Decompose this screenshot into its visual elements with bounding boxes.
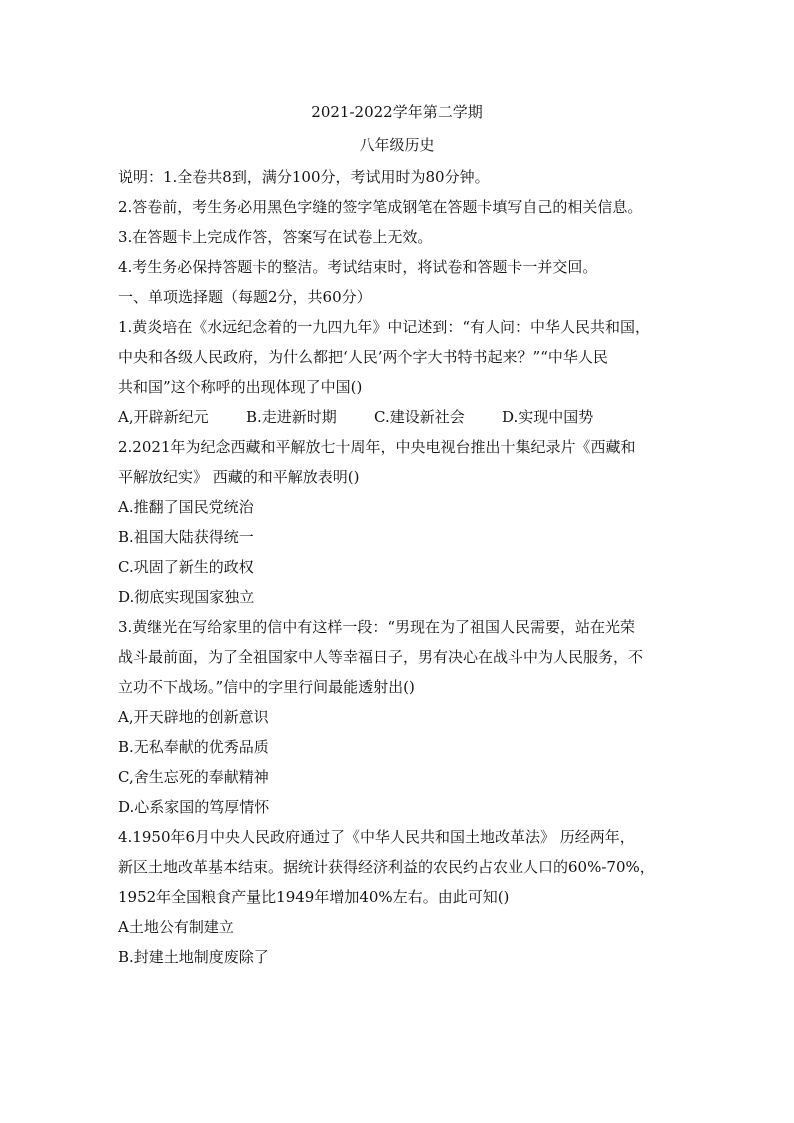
question-3-option-d: D.心系家国的笃厚情怀 [118,798,270,816]
question-2-option-c: C.巩固了新生的政权 [118,558,254,576]
instruction-line: 2.答卷前，考生务必用黑色字缝的签字笔成钢笔在答题卡填写自己的相关信息。 [118,198,643,216]
question-1-option-c: C.建设新社会 [374,408,465,426]
question-4-text: 新区土地改革基本结束。据统计获得经济利益的农民约占农业人口的60%-70%， [118,858,655,876]
question-1-text: 共和国”这个称呼的出现体现了中国() [118,378,363,396]
question-2-text: 平解放纪实》 西藏的和平解放表明() [118,468,360,486]
question-3-text: 立功不下战场。”信中的字里行间最能透射出() [118,678,415,696]
question-3-text: 3.黄继光在写给家里的信中有这样一段：“男现在为了祖国人民需要，站在光荣 [118,618,635,636]
exam-content [118,162,680,972]
instruction-line: 3.在答题卡上完成作答，答案写在试卷上无效。 [118,228,433,246]
question-3-option-a: A,开天辟地的创新意识 [118,708,269,726]
instruction-line: 4.考生务必保持答题卡的整洁。考试结束时，将试卷和答题卡一并交回。 [118,258,598,276]
question-1-text: 中央和各级人民政府，为什么都把‘人民’两个字大书特书起来？”“中华人民 [118,348,608,366]
question-3-option-b: B.无私奉献的优秀品质 [118,738,269,756]
question-1-option-b: B.走进新时期 [246,408,337,426]
question-4-option-b: B.封建土地制度废除了 [118,948,269,966]
exam-subject-title: 八年级历史 [359,136,435,154]
question-1-option-a: A,开辟新纪元 [118,408,209,426]
question-4-text: 1952年全国粮食产量比1949年增加40%左右。由此可知() [118,888,510,906]
question-1-option-d: D.实现中国势 [502,408,594,426]
question-4-text: 4.1950年6月中央人民政府通过了《中华人民共和国土地改革法》 历经两年， [118,828,635,846]
question-1-options [118,402,680,432]
question-1-text: 1.黄炎培在《水远纪念着的一九四九年》中记述到：“有人问：中华人民共和国， [118,318,650,336]
exam-term-title: 2021-2022学年第二学期 [311,103,483,121]
question-2-option-a: A.推翻了国民党统治 [118,498,254,516]
question-2-text: 2.2021年为纪念西藏和平解放七十周年，中央电视台推出十集纪录片《西藏和 [118,438,636,456]
instruction-line: 说明：1.全卷共8到，满分100分，考试用时为80分钟。 [118,168,490,186]
question-3-text: 战斗最前面，为了全祖国家中人等幸福日子，男有决心在战斗中为人民服务，不 [118,648,644,666]
question-2-option-b: B.祖国大陆获得统一 [118,528,254,546]
section-title: 一、单项选择题（每题2分，共60分） [118,288,372,306]
question-3-option-c: C,舍生忘死的奉献精神 [118,768,269,786]
question-4-option-a: A土地公有制建立 [118,918,234,936]
question-2-option-d: D.彻底实现国家独立 [118,588,255,606]
